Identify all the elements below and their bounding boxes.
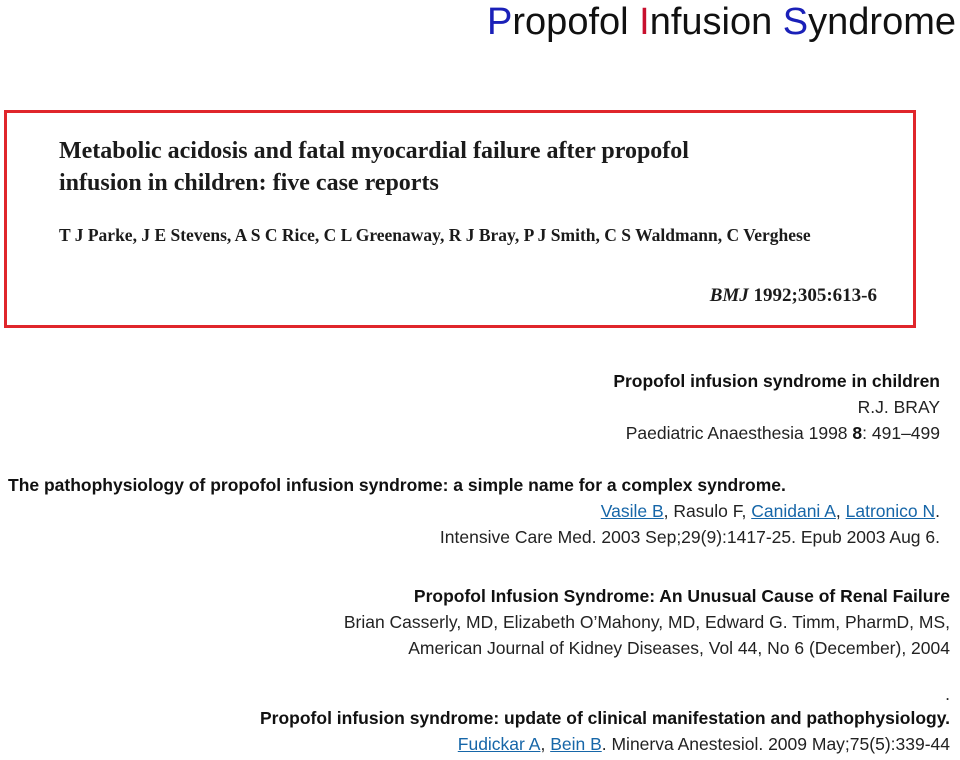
- article-citation-detail: 1992;305:613-6: [748, 285, 877, 306]
- author-link-fudickar[interactable]: Fudickar A: [457, 734, 541, 754]
- ref2-source: Intensive Care Med. 2003 Sep;29(9):1417-25. Epub 2003 Aug 6.: [439, 527, 940, 547]
- author-link-latronico[interactable]: Latronico N: [845, 501, 936, 521]
- ref1-journal: [626, 422, 940, 444]
- ref4-dot: .: [945, 684, 950, 704]
- ref1-volume: 8: [852, 423, 863, 443]
- article-title: [59, 135, 689, 199]
- author-link-bein[interactable]: Bein B: [550, 734, 602, 754]
- title-word-yndrome: yndrome: [808, 1, 956, 43]
- ref1-journal-name: Paediatric Anaesthesia 1998: [625, 423, 853, 443]
- ref3-title: Propofol Infusion Syndrome: An Unusual Cause of Renal Failure: [413, 586, 950, 606]
- article-authors: T J Parke, J E Stevens, A S C Rice, C L Greenaway, R J Bray, P J Smith, C S Waldmann, C Verghese: [59, 225, 811, 245]
- slide-title: [487, 0, 956, 44]
- author-link-vasile[interactable]: Vasile B: [600, 501, 664, 521]
- ref1-pages: : 491–499: [862, 423, 940, 443]
- title-letter-i: I: [639, 1, 650, 43]
- ref2-authors: Vasile B, Rasulo F, Canidani A, Latronico N.: [600, 501, 940, 521]
- ref3-authors: Brian Casserly, MD, Elizabeth O’Mahony, MD, Edward G. Timm, PharmD, MS,: [343, 612, 950, 632]
- ref1-author: R.J. BRAY: [857, 397, 940, 417]
- title-word-ropofol: ropofol: [512, 1, 640, 43]
- article-title-line-2: infusion in children: five case reports: [59, 170, 439, 196]
- author-link-canidani[interactable]: Canidani A: [751, 501, 836, 521]
- ref1-title: Propofol infusion syndrome in children: [613, 371, 940, 391]
- article-journal: BMJ: [709, 285, 749, 306]
- title-letter-s: S: [782, 1, 809, 43]
- ref2-title: The pathophysiology of propofol infusion syndrome: a simple name for a complex syndrome.: [8, 475, 786, 495]
- article-citation: [710, 285, 877, 307]
- ref4-title: Propofol infusion syndrome: update of clinical manifestation and pathophysiology.: [260, 708, 950, 728]
- highlighted-article-box: [4, 110, 916, 328]
- ref4-source: . Minerva Anestesiol. 2009 May;75(5):339-44: [601, 734, 950, 754]
- ref4-authors-source: Fudickar A, Bein B. Minerva Anestesiol. 2009 May;75(5):339-44: [457, 734, 950, 754]
- title-word-nfusion: nfusion: [649, 1, 783, 43]
- article-title-line-1: Metabolic acidosis and fatal myocardial failure after propofol: [59, 138, 689, 164]
- author-rasulo: Rasulo F: [673, 501, 742, 521]
- ref2-authors-end: .: [935, 501, 940, 521]
- ref3-source: American Journal of Kidney Diseases, Vol 44, No 6 (December), 2004: [408, 638, 950, 658]
- title-letter-p: P: [487, 1, 513, 43]
